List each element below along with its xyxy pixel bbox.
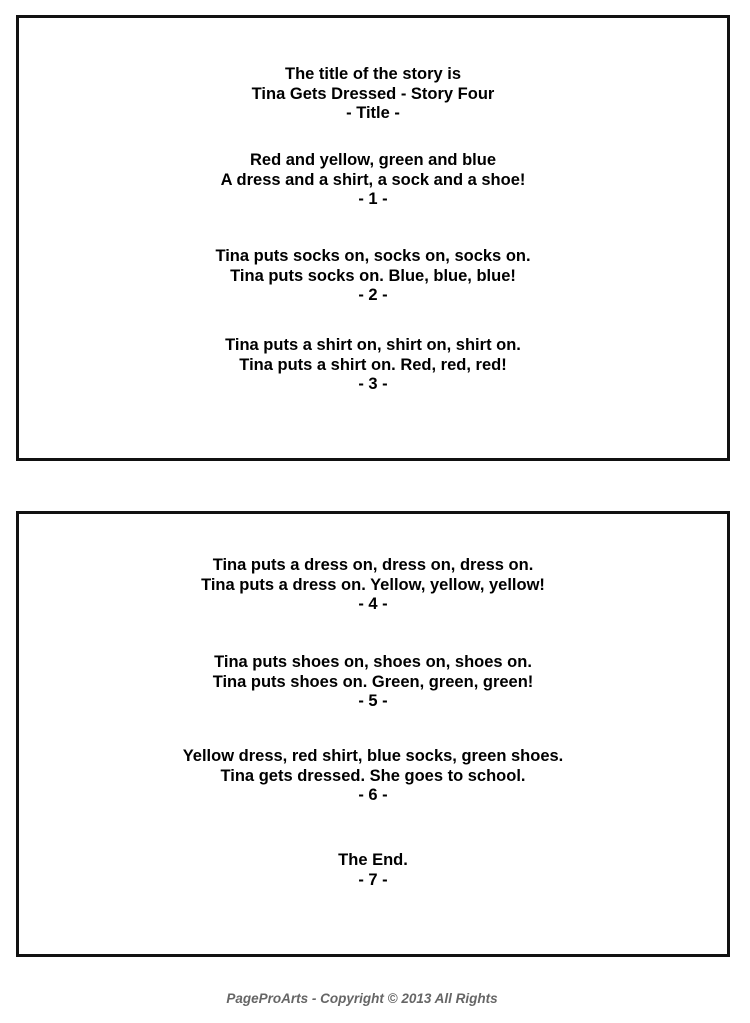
verse-line: Tina puts socks on. Blue, blue, blue! xyxy=(230,266,516,285)
story-card-2 xyxy=(16,511,730,957)
the-end-text: The End. xyxy=(338,851,408,869)
verse-line: Tina puts shoes on, shoes on, shoes on. xyxy=(214,653,532,671)
page-number: - 2 - xyxy=(358,286,388,304)
verse-line: Tina puts a shirt on, shirt on, shirt on. xyxy=(225,336,521,354)
verse-line: Tina puts a dress on. Yellow, yellow, yellow! xyxy=(201,575,545,594)
page-number: - 3 - xyxy=(358,375,388,393)
verse-line: Tina puts socks on, socks on, socks on. xyxy=(215,247,531,265)
story-card-1 xyxy=(16,15,730,461)
verse-line: The title of the story is xyxy=(284,65,462,83)
verse-6 xyxy=(19,747,727,806)
page-number: - 5 - xyxy=(358,692,388,710)
page-number: - 4 - xyxy=(358,595,388,613)
verse-line: Tina puts a dress on, dress on, dress on. xyxy=(212,556,534,574)
verse-7 xyxy=(19,851,727,890)
verse-5 xyxy=(19,653,727,712)
page-number: - 1 - xyxy=(358,190,388,208)
verse-4 xyxy=(19,556,727,615)
verse-1 xyxy=(19,151,727,210)
verse-line: Red and yellow, green and blue xyxy=(249,151,497,169)
verse-line: A dress and a shirt, a sock and a shoe! xyxy=(220,170,526,189)
verse-title xyxy=(19,65,727,124)
page-number: - Title - xyxy=(346,104,400,122)
verse-line: Yellow dress, red shirt, blue socks, green shoes. xyxy=(182,747,564,765)
page-number: - 7 - xyxy=(358,870,388,889)
verse-line: Tina gets dressed. She goes to school. xyxy=(220,766,526,785)
verse-line: Tina puts shoes on. Green, green, green! xyxy=(212,672,534,691)
verse-line: Tina puts a shirt on. Red, red, red! xyxy=(239,355,507,374)
copyright-footer: PageProArts - Copyright © 2013 All Rights xyxy=(226,991,498,1006)
verse-3 xyxy=(19,336,727,395)
page-number: - 6 - xyxy=(358,786,388,804)
story-title: Tina Gets Dressed - Story Four xyxy=(251,84,495,103)
verse-2 xyxy=(19,247,727,306)
